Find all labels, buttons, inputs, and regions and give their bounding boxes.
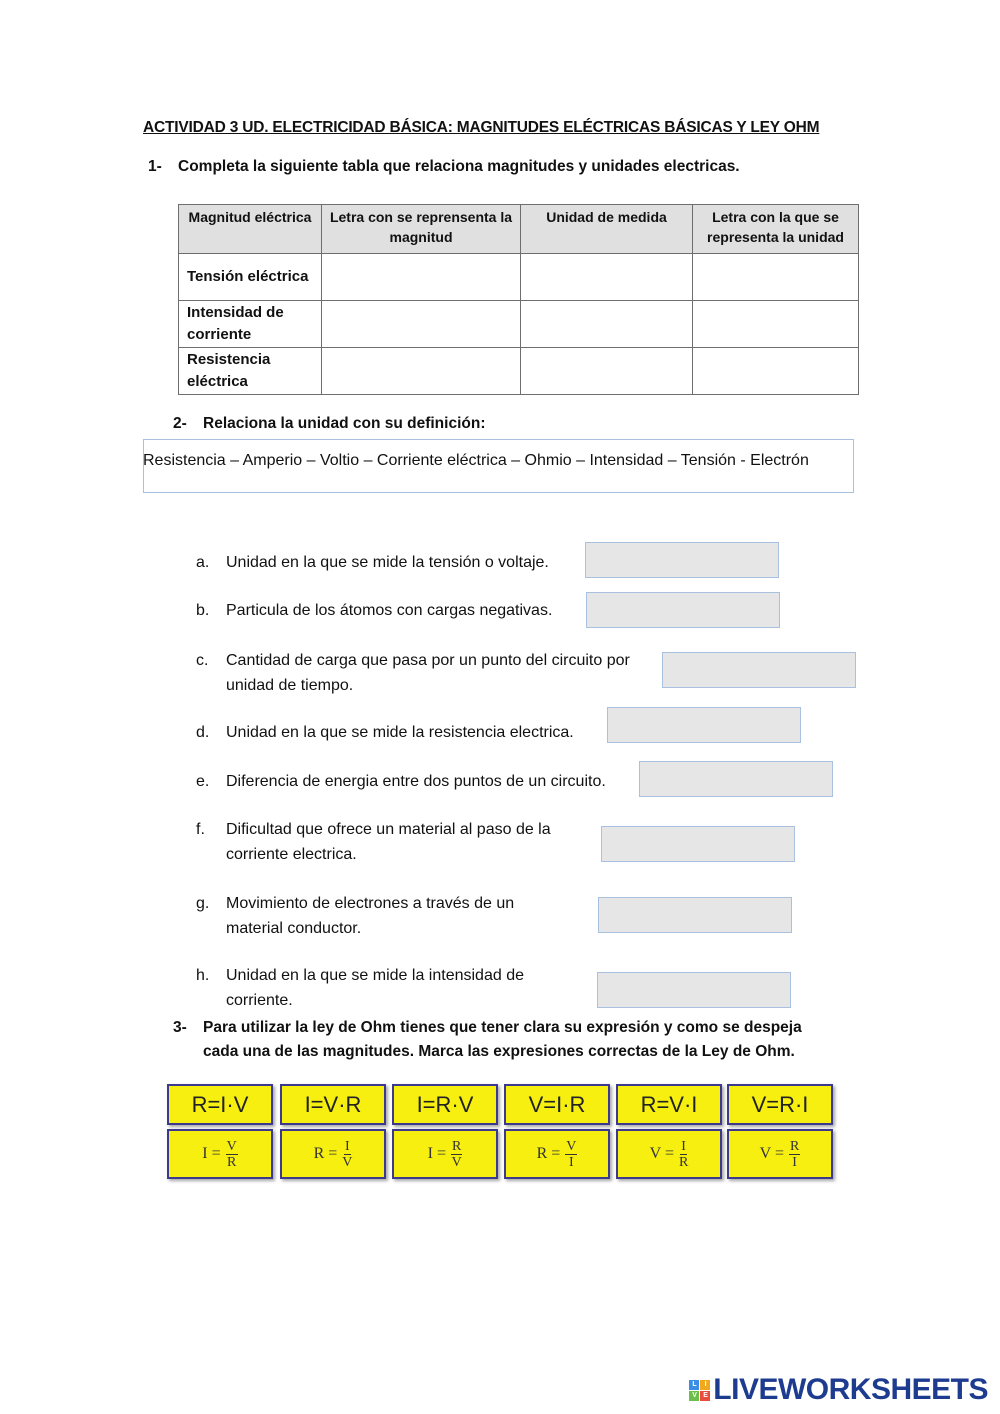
table-row xyxy=(179,254,859,301)
item-text-line: material conductor. xyxy=(226,919,362,937)
formula-lhs: V = xyxy=(759,1145,784,1162)
item-text-line: corriente. xyxy=(226,991,293,1009)
answer-box-a[interactable] xyxy=(585,542,779,578)
logo-text: LIVEWORKSHEETS xyxy=(713,1373,988,1406)
table-header-letra-magnitud: Letra con se reprensenta la magnitud xyxy=(322,205,521,254)
formula-card[interactable]: I=R·V xyxy=(392,1084,498,1125)
item-text-line: unidad de tiempo. xyxy=(226,676,354,694)
formula-card[interactable] xyxy=(616,1129,722,1179)
formula-denominator: R xyxy=(227,1154,237,1170)
answer-cell[interactable] xyxy=(521,348,693,395)
answer-cell[interactable] xyxy=(322,254,521,301)
item-letter: h. xyxy=(196,967,210,984)
row-magnitude-name: Tensión eléctrica xyxy=(179,254,322,301)
answer-cell[interactable] xyxy=(521,254,693,301)
item-letter: d. xyxy=(196,724,210,741)
item-letter: g. xyxy=(196,895,210,912)
formula-lhs: I = xyxy=(427,1145,446,1162)
formula-card[interactable]: I=V·R xyxy=(280,1084,386,1125)
question-3 xyxy=(173,1016,802,1064)
item-letter: e. xyxy=(196,773,210,790)
table-row xyxy=(179,301,859,348)
formula-lhs: R = xyxy=(536,1145,561,1162)
question-2-number: 2- xyxy=(173,415,187,432)
formula-denominator: I xyxy=(569,1154,574,1170)
answer-box-h[interactable] xyxy=(597,972,791,1008)
formula-card[interactable] xyxy=(167,1129,273,1179)
question-1 xyxy=(148,158,740,176)
formula-numerator: V xyxy=(226,1138,237,1154)
question-1-number: 1- xyxy=(148,158,162,175)
answer-box-f[interactable] xyxy=(601,826,795,862)
answer-box-c[interactable] xyxy=(662,652,856,688)
table-header-row xyxy=(179,205,859,254)
formula-card[interactable]: R=V·I xyxy=(616,1084,722,1125)
item-text-line: Dificultad que ofrece un material al paso de la xyxy=(226,821,551,838)
answer-cell[interactable] xyxy=(693,301,859,348)
item-text-line: Unidad en la que se mide la resistencia electrica. xyxy=(226,724,574,741)
answer-cell[interactable] xyxy=(521,301,693,348)
item-text-line: Unidad en la que se mide la intensidad de xyxy=(226,967,524,984)
formula-numerator: I xyxy=(345,1138,350,1154)
answer-box-b[interactable] xyxy=(586,592,780,628)
formula-denominator: V xyxy=(451,1154,462,1170)
question-3-number: 3- xyxy=(173,1019,187,1036)
formula-card[interactable] xyxy=(392,1129,498,1179)
formula-lhs: R = xyxy=(313,1145,338,1162)
item-letter: a. xyxy=(196,554,210,571)
liveworksheets-logo xyxy=(689,1373,988,1407)
answer-cell[interactable] xyxy=(322,348,521,395)
formula-card[interactable] xyxy=(727,1129,833,1179)
formula-numerator: R xyxy=(789,1138,800,1154)
formula-card[interactable]: V=R·I xyxy=(727,1084,833,1125)
question-2 xyxy=(173,415,485,433)
item-text-line: Diferencia de energia entre dos puntos de un circuito. xyxy=(226,773,606,790)
question-3-text-line: Para utilizar la ley de Ohm tienes que tener clara su expresión y como se despeja xyxy=(203,1019,802,1036)
logo-mark-icon: L I V E xyxy=(689,1380,710,1401)
formula-numerator: I xyxy=(681,1138,686,1154)
item-letter: b. xyxy=(196,602,210,619)
item-text-line: Particula de los átomos con cargas negativas. xyxy=(226,602,553,619)
page-title: ACTIVIDAD 3 UD. ELECTRICIDAD BÁSICA: MAGNITUDES ELÉCTRICAS BÁSICAS Y LEY OHM xyxy=(143,119,820,136)
magnitudes-table xyxy=(178,204,859,395)
formula-denominator: V xyxy=(342,1154,353,1170)
item-text-line: Cantidad de carga que pasa por un punto del circuito por xyxy=(226,652,630,669)
table-row xyxy=(179,348,859,395)
formula-card[interactable] xyxy=(504,1129,610,1179)
item-text-line: Unidad en la que se mide la tensión o voltaje. xyxy=(226,554,549,571)
formula-numerator: V xyxy=(566,1138,577,1154)
question-3-text-line: cada una de las magnitudes. Marca las expresiones correctas de la Ley de Ohm. xyxy=(203,1043,795,1060)
item-letter: f. xyxy=(196,821,205,838)
formula-denominator: I xyxy=(792,1154,797,1170)
item-text-line: corriente electrica. xyxy=(226,845,357,863)
table-header-magnitud: Magnitud eléctrica xyxy=(179,205,322,254)
word-bank-text: Resistencia – Amperio – Voltio – Corriente eléctrica – Ohmio – Intensidad – Tensión - Electrón xyxy=(143,452,809,469)
answer-box-d[interactable] xyxy=(607,707,801,743)
table-header-letra-unidad: Letra con la que se representa la unidad xyxy=(693,205,859,254)
formula-lhs: I = xyxy=(202,1145,221,1162)
formula-numerator: R xyxy=(452,1138,462,1154)
formula-denominator: R xyxy=(678,1154,689,1170)
formula-card[interactable]: R=I·V xyxy=(167,1084,273,1125)
formula-lhs: V = xyxy=(649,1145,674,1162)
answer-box-g[interactable] xyxy=(598,897,792,933)
table-header-unidad: Unidad de medida xyxy=(521,205,693,254)
answer-cell[interactable] xyxy=(322,301,521,348)
item-text-line: Movimiento de electrones a través de un xyxy=(226,895,515,912)
question-1-text: Completa la siguiente tabla que relaciona magnitudes y unidades electricas. xyxy=(178,158,740,175)
row-magnitude-name: Intensidad de corriente xyxy=(179,301,322,348)
question-2-text: Relaciona la unidad con su definición: xyxy=(203,415,486,432)
formula-card[interactable]: V=I·R xyxy=(504,1084,610,1125)
word-bank xyxy=(143,439,854,493)
answer-cell[interactable] xyxy=(693,348,859,395)
formula-card[interactable] xyxy=(280,1129,386,1179)
answer-box-e[interactable] xyxy=(639,761,833,797)
answer-cell[interactable] xyxy=(693,254,859,301)
item-letter: c. xyxy=(196,652,209,669)
row-magnitude-name: Resistencia eléctrica xyxy=(179,348,322,395)
